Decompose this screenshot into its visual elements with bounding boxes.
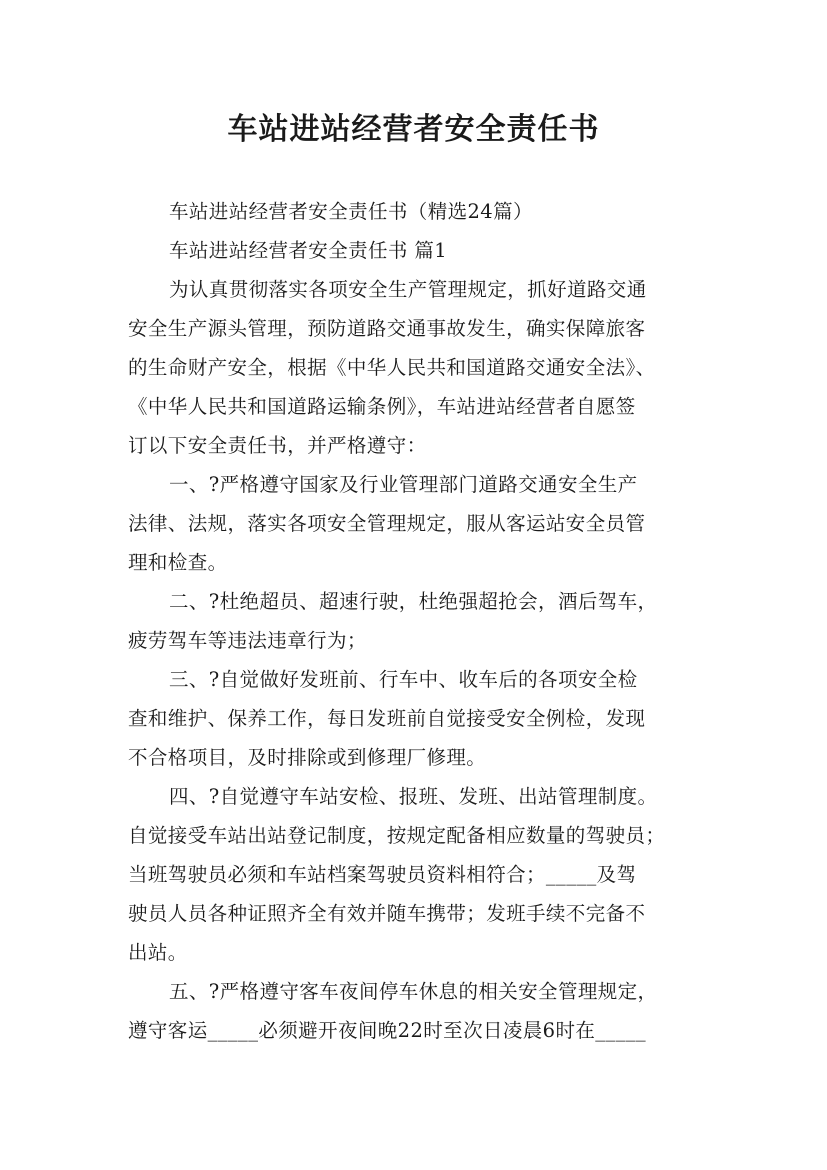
paragraph-line: 四、?自觉遵守车站安检、报班、发班、出站管理制度。 — [169, 785, 658, 808]
paragraph-line: 订以下安全责任书，并严格遵守： — [128, 434, 427, 457]
paragraph-line: 一、?严格遵守国家及行业管理部门道路交通安全生产 — [169, 473, 638, 496]
paragraph-line: 驶员人员各种证照齐全有效并随车携带；发班手续不完备不 — [128, 902, 646, 925]
paragraph-line: 五、?严格遵守客车夜间停车休息的相关安全管理规定， — [169, 980, 658, 1003]
paragraph-line: 疲劳驾车等违法违章行为； — [128, 629, 367, 652]
paragraph-line: 法律、法规，落实各项安全管理规定，服从客运站安全员管 — [128, 512, 646, 535]
paragraph-clause-5 — [128, 972, 708, 1050]
paragraph-line: 为认真贯彻落实各项安全生产管理规定，抓好道路交通 — [169, 278, 647, 301]
paragraph-line: 理和检查。 — [128, 551, 228, 574]
paragraph-line: 查和维护、保养工作，每日发班前自觉接受安全例检，发现 — [128, 707, 646, 730]
document-body — [128, 192, 708, 1050]
paragraph-line: 当班驾驶员必须和车站档案驾驶员资料相符合；_____及驾 — [128, 863, 637, 886]
section-heading: 车站进站经营者安全责任书 篇1 — [169, 239, 448, 262]
document-title: 车站进站经营者安全责任书 — [227, 112, 600, 147]
paragraph-line: 安全生产源头管理，预防道路交通事故发生，确实保障旅客 — [128, 317, 646, 340]
paragraph-clause-1 — [128, 465, 708, 582]
paragraph-line: 出站。 — [128, 941, 188, 964]
paragraph-line: 《中华人民共和国道路运输条例》，车站进站经营者自愿签 — [128, 395, 636, 418]
paragraph-clause-3 — [128, 660, 708, 777]
paragraph-intro — [128, 270, 708, 465]
document-subtitle: 车站进站经营者安全责任书（精选24篇） — [169, 200, 533, 223]
paragraph-clause-2 — [128, 582, 708, 660]
paragraph-line: 的生命财产安全，根据《中华人民共和国道路交通安全法》、 — [128, 356, 656, 379]
paragraph-line: 遵守客运_____必须避开夜间晚22时至次日凌晨6时在_____ — [128, 1019, 647, 1042]
paragraph-line: 自觉接受车站出站登记制度，按规定配备相应数量的驾驶员； — [128, 824, 666, 847]
paragraph-clause-4 — [128, 777, 708, 972]
paragraph-line: 三、?自觉做好发班前、行车中、收车后的各项安全检 — [169, 668, 638, 691]
paragraph-line: 二、?杜绝超员、超速行驶，杜绝强超抢会，酒后驾车， — [169, 590, 658, 613]
paragraph-line: 不合格项目，及时排除或到修理厂修理。 — [128, 746, 487, 769]
